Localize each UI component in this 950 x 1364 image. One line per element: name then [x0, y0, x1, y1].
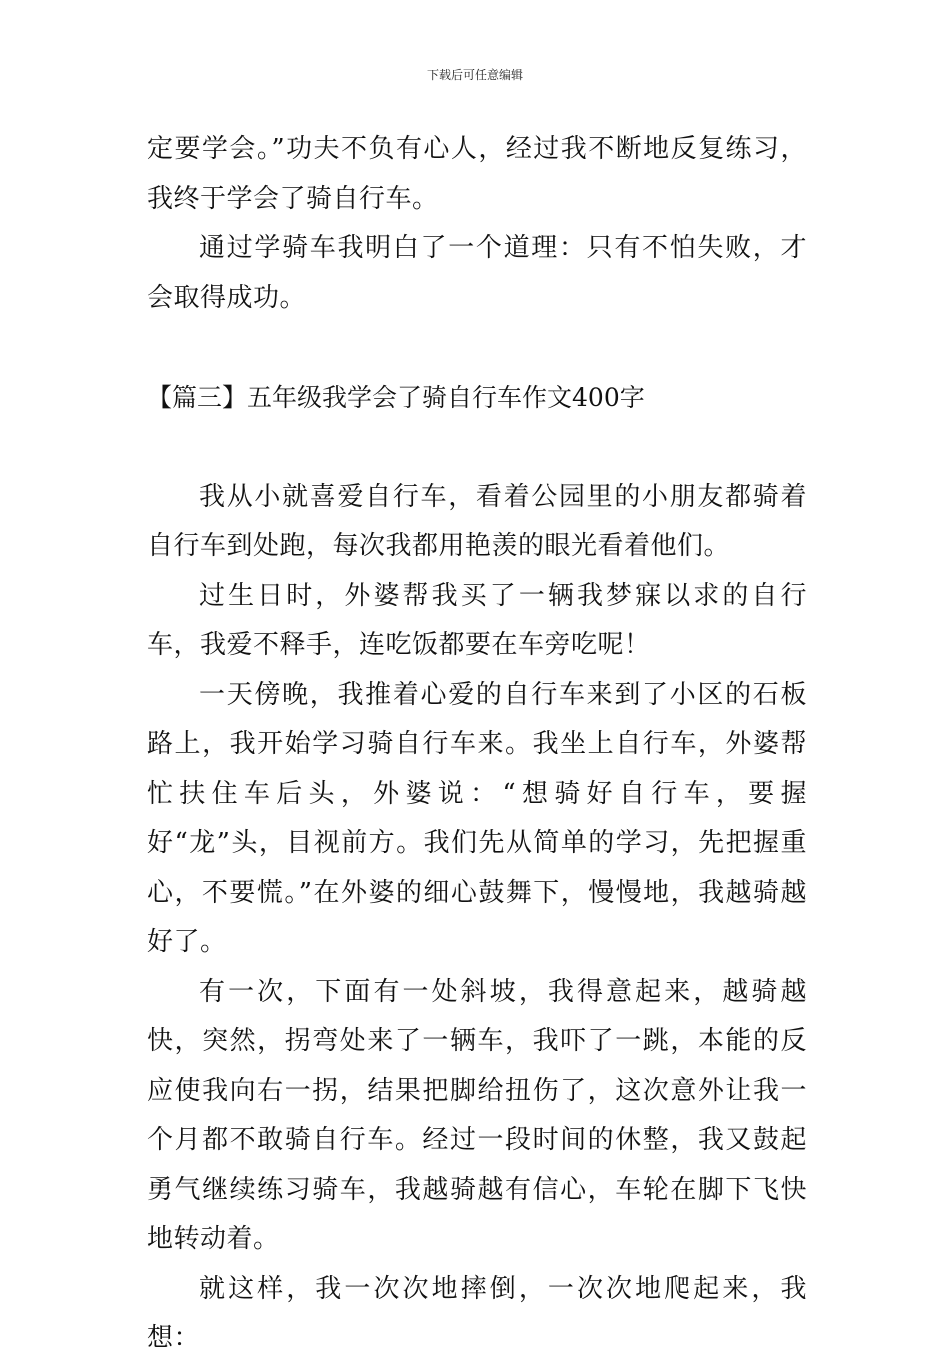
paragraph-3: 我从小就喜爱自行车，看着公园里的小朋友都骑着自行车到处跑，每次我都用艳羡的眼光看着他们。 — [147, 481, 807, 561]
page-header-note: 下载后可任意编辑 — [426, 68, 523, 82]
paragraph-1: 定要学会。”功夫不负有心人，经过我不断地反复练习，我终于学会了骑自行车。 — [147, 134, 807, 214]
spacer — [147, 323, 807, 373]
paragraph-5: 一天傍晚，我推着心爱的自行车来到了小区的石板路上，我开始学习骑自行车来。我坐上自行车，外婆帮忙扶住车后头，外婆说：“想骑好自行车，要握好“龙”头，目视前方。我们先从简单的学习，先把握重心，不要慌。”在外婆的细心鼓舞下，慢慢地，我越骑越好了。 — [147, 679, 807, 957]
paragraph-6: 有一次，下面有一处斜坡，我得意起来，越骑越快，突然，拐弯处来了一辆车，我吓了一跳，本能的反应使我向右一拐，结果把脚给扭伤了，这次意外让我一个月都不敢骑自行车。经过一段时间的休整，我又鼓起勇气继续练习骑车，我越骑越有信心，车轮在脚下飞快地转动着。 — [147, 976, 807, 1254]
paragraph-4: 过生日时，外婆帮我买了一辆我梦寐以求的自行车，我爱不释手，连吃饭都要在车旁吃呢！ — [147, 580, 807, 660]
paragraph-7: 就这样，我一次次地摔倒，一次次地爬起来，我想： — [147, 1273, 807, 1353]
paragraph-2: 通过学骑车我明白了一个道理：只有不怕失败，才会取得成功。 — [147, 233, 807, 313]
document-body — [147, 125, 807, 1364]
section-heading: 【篇三】五年级我学会了骑自行车作文400字 — [147, 383, 645, 412]
spacer — [147, 423, 807, 473]
